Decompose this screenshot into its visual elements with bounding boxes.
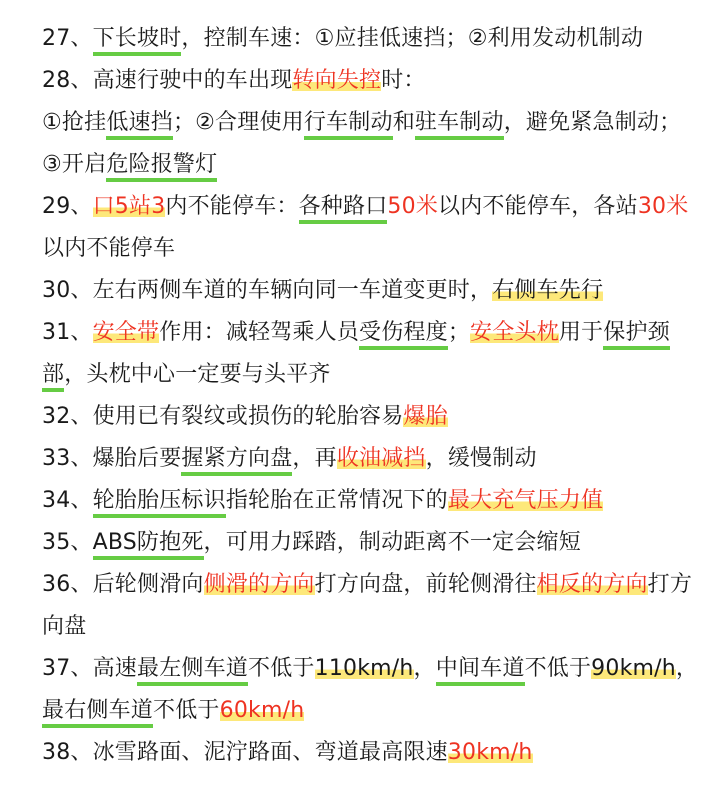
segment: 右侧车先行 [492, 278, 604, 303]
note-line-35 [42, 522, 706, 564]
segment: 最左侧车道 [137, 656, 248, 686]
segment: 危险报警灯 [106, 152, 217, 182]
segment: 行车制动 [304, 110, 393, 140]
segment: 安全头枕 [470, 320, 559, 345]
note-line-29 [42, 186, 706, 228]
segment: 90km/h [591, 656, 676, 681]
segment: 以内不能停车，各站 [438, 194, 638, 219]
segment: 打方向盘，前轮侧滑往 [314, 572, 537, 597]
segment: 爆胎 [403, 404, 448, 429]
segment: 低速挡 [106, 110, 173, 140]
segment: 和 [392, 110, 415, 135]
segment: 32、使用已有裂纹或损伤的轮胎容易 [42, 404, 404, 429]
segment: 以内不能停车 [42, 236, 176, 261]
segment: 打方 [647, 572, 693, 597]
segment: 用于 [558, 320, 604, 345]
segment: 37、高速 [42, 656, 137, 681]
segment: 30、左右两侧车道的车辆向同一车道变更时， [42, 278, 493, 303]
segment: 中间车道 [436, 656, 525, 686]
segment: 握紧方向盘 [181, 446, 292, 476]
segment: 侧滑的方向 [203, 572, 315, 597]
segment: 安全带 [92, 320, 160, 345]
note-line-30 [42, 270, 706, 312]
segment: ①抢挂 [42, 110, 107, 135]
segment: 35、 [42, 530, 93, 555]
segment: ，缓慢制动 [425, 446, 537, 471]
note-line-32 [42, 396, 706, 438]
segment: 受伤程度 [359, 320, 448, 350]
note-line-37-cont [42, 690, 706, 732]
segment: 最大充气压力值 [447, 488, 604, 513]
segment: 34、 [42, 488, 93, 513]
segment: ，控制车速：①应挂低速挡；②利用发动机制动 [181, 26, 644, 51]
segment: 27、 [42, 26, 93, 51]
segment: 50米 [387, 194, 439, 219]
segment: ③开启 [42, 152, 107, 177]
note-line-28 [42, 60, 706, 102]
segment: 向盘 [42, 614, 87, 639]
segment: 轮胎胎压标识 [93, 488, 226, 518]
segment: 30km/h [447, 740, 533, 765]
note-line-31-cont [42, 354, 706, 396]
segment: ，头枕中心一定要与头平齐 [64, 362, 331, 387]
segment: 各种路口 [299, 194, 388, 224]
note-line-38 [42, 732, 706, 774]
note-line-36 [42, 564, 706, 606]
note-line-34 [42, 480, 706, 522]
note-line-36-cont [42, 606, 706, 648]
segment: 30米 [637, 194, 689, 219]
segment: 收油减挡 [336, 446, 426, 471]
segment: 不低于 [524, 656, 592, 681]
segment: 口5站3 [92, 194, 166, 219]
segment: ，再 [292, 446, 337, 471]
segment: ， [675, 656, 699, 681]
segment: 29、 [42, 194, 93, 219]
segment: 部 [42, 362, 64, 392]
segment: 38、冰雪路面、泥泞路面、弯道最高限速 [42, 740, 448, 765]
segment: ， [413, 656, 436, 681]
segment: 保护颈 [603, 320, 670, 350]
segment: 内不能停车： [165, 194, 299, 219]
segment: 不低于 [153, 698, 220, 723]
segment: 时： [381, 68, 426, 93]
segment: 作用：减轻驾乘人员 [159, 320, 360, 345]
segment: 相反的方向 [536, 572, 648, 597]
segment: 110km/h [314, 656, 414, 681]
segment: ； [447, 320, 471, 345]
note-line-28-detail-1 [42, 102, 706, 144]
segment: 31、 [42, 320, 93, 345]
segment: 33、爆胎后要 [42, 446, 182, 471]
segment: ；②合理使用 [172, 110, 304, 135]
note-line-31 [42, 312, 706, 354]
segment: 28、高速行驶中的车出现 [42, 68, 293, 93]
note-line-37 [42, 648, 706, 690]
segment: 指轮胎在正常情况下的 [225, 488, 448, 513]
segment: 不低于 [248, 656, 315, 681]
segment: ，可用力踩踏，制动距离不一定会缩短 [203, 530, 581, 555]
segment: 最右侧车道 [42, 698, 153, 728]
note-line-28-detail-2 [42, 144, 706, 186]
note-line-33 [42, 438, 706, 480]
segment: 36、后轮侧滑向 [42, 572, 204, 597]
note-line-27 [42, 18, 706, 60]
segment: ABS防抱死 [93, 530, 204, 560]
note-line-29-cont [42, 228, 706, 270]
segment: 60km/h [219, 698, 305, 723]
segment: 驻车制动 [415, 110, 504, 140]
segment: ，避免紧急制动； [503, 110, 682, 135]
segment: 下长坡时 [93, 26, 182, 56]
segment: 转向失控 [292, 68, 382, 93]
